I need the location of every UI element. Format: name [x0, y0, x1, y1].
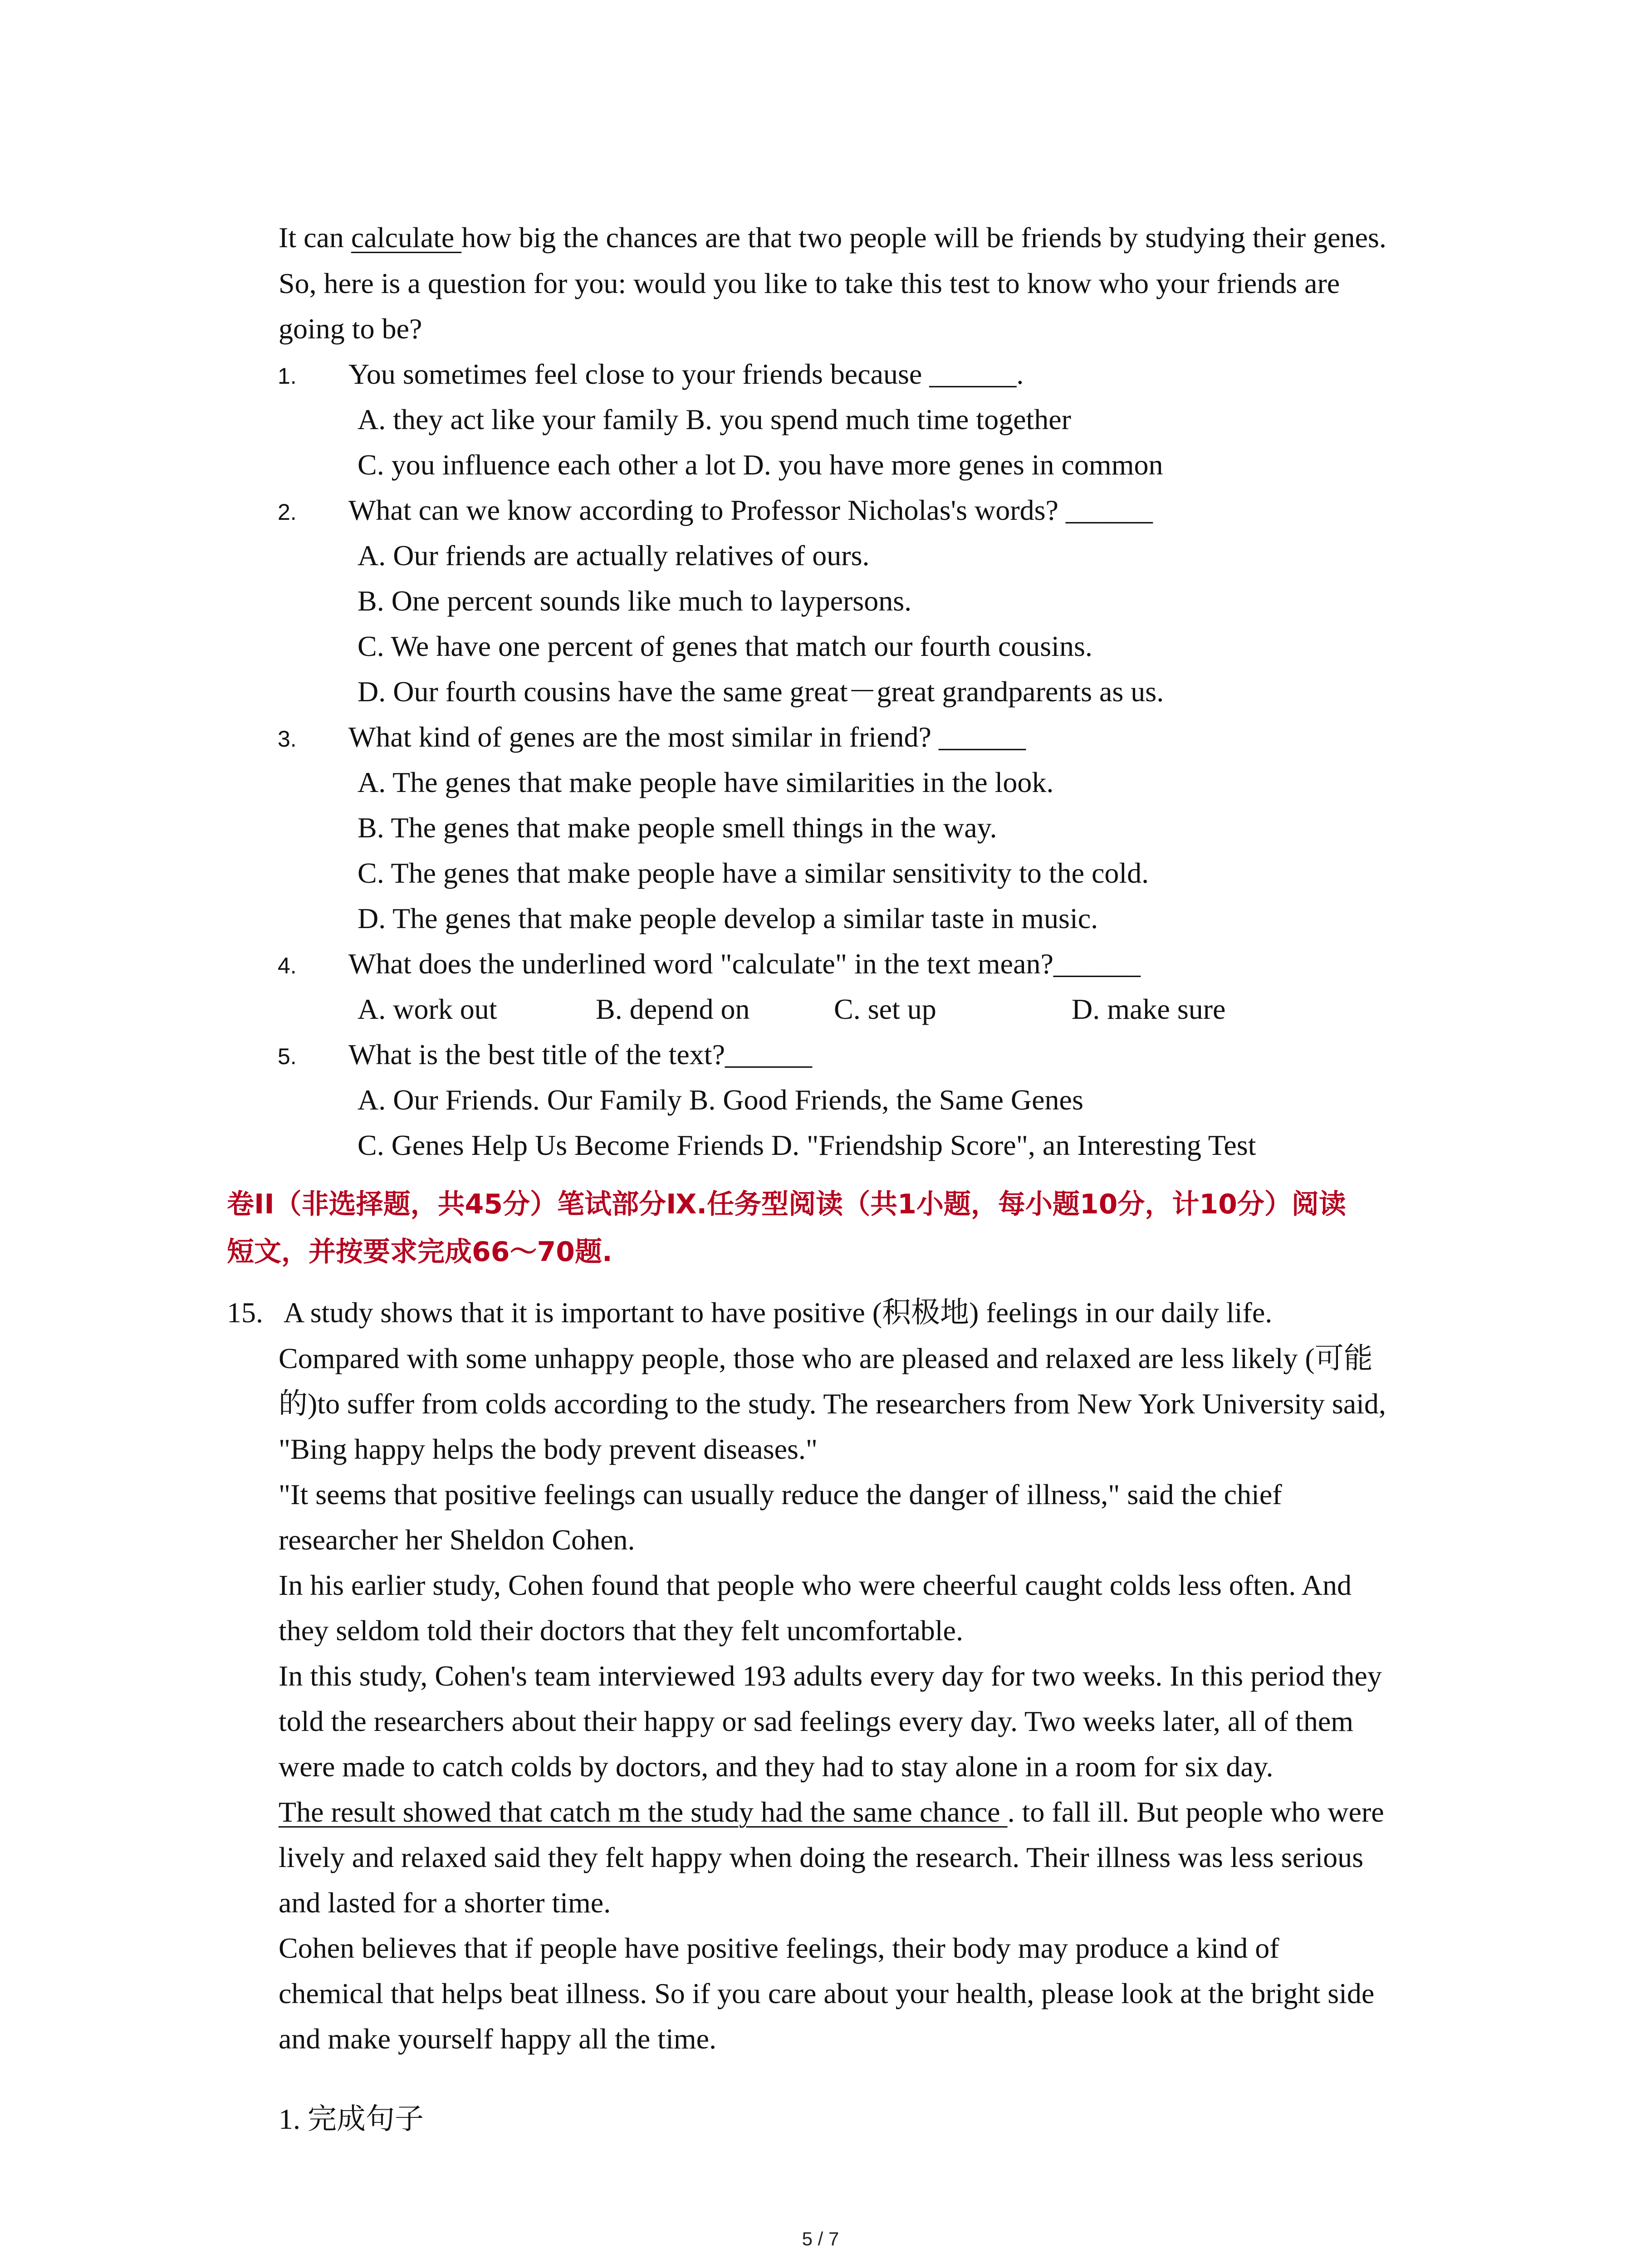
underlined-word-calculate: calculate	[351, 221, 462, 254]
section-heading-line-1: 卷II（非选择题，共45分）笔试部分Ⅸ.任务型阅读（共1小题，每小题10分，计10分）阅读	[227, 1188, 1346, 1220]
passage-line: A study shows that it is important to have positive (积极地) feelings in our daily life.	[284, 1296, 1273, 1329]
question-number: 2.	[278, 499, 297, 525]
passage-line: Cohen believes that if people have positive feelings, their body may produce a kind of	[279, 1932, 1279, 1964]
passage-line: "Bing happy helps the body prevent diseases."	[279, 1433, 818, 1465]
task-1-heading: 1. 完成句子	[279, 2103, 424, 2135]
passage-line: "It seems that positive feelings can usually reduce the danger of illness," said the chief	[279, 1478, 1282, 1510]
question-1-options-cd: C. you influence each other a lot D. you have more genes in common	[358, 449, 1163, 481]
page-number: 5 / 7	[802, 2228, 839, 2249]
passage-line: and lasted for a shorter time.	[279, 1887, 611, 1919]
question-number: 1.	[278, 363, 297, 389]
question-3-option-d: D. The genes that make people develop a similar taste in music.	[358, 902, 1098, 934]
question-5-text: What is the best title of the text?______	[348, 1038, 812, 1070]
passage-number: 15.	[227, 1296, 263, 1329]
question-4-option-a: A. work out	[358, 993, 497, 1025]
passage-line: In this study, Cohen's team interviewed 193 adults every day for two weeks. In this period they	[279, 1660, 1382, 1692]
passage-line: 的)to suffer from colds according to the study. The researchers from New York University said,	[279, 1388, 1386, 1420]
passage-line: chemical that helps beat illness. So if you care about your health, please look at the bright side	[279, 1977, 1375, 2009]
question-3-option-c: C. The genes that make people have a similar sensitivity to the cold.	[358, 857, 1149, 889]
intro-line-2: So, here is a question for you: would you like to take this test to know who your friends are	[279, 267, 1340, 299]
question-4-text: What does the underlined word "calculate" in the text mean?______	[348, 948, 1141, 980]
question-number: 3.	[278, 726, 297, 752]
question-2-option-a: A. Our friends are actually relatives of ours.	[358, 539, 870, 572]
passage-line: researcher her Sheldon Cohen.	[279, 1524, 635, 1556]
question-3-option-b: B. The genes that make people smell things in the way.	[358, 811, 997, 844]
question-number: 4.	[278, 953, 297, 978]
question-5-options-cd: C. Genes Help Us Become Friends D. "Friendship Score", an Interesting Test	[358, 1129, 1256, 1161]
question-2-option-c: C. We have one percent of genes that match our fourth cousins.	[358, 630, 1092, 662]
passage-line: were made to catch colds by doctors, and they had to stay alone in a room for six day.	[279, 1750, 1274, 1783]
passage-text: . to fall ill. But people who were	[1007, 1796, 1384, 1828]
question-2-text: What can we know according to Professor Nicholas's words? ______	[348, 494, 1153, 526]
question-number: 5.	[278, 1044, 297, 1069]
question-1-text: You sometimes feel close to your friends because ______.	[348, 358, 1024, 390]
section-heading-line-2: 短文，并按要求完成66～70题.	[227, 1236, 612, 1268]
question-4-option-d: D. make sure	[1072, 993, 1226, 1025]
intro-line-1	[279, 223, 1386, 252]
passage-line: lively and relaxed said they felt happy when doing the research. Their illness was less serious	[279, 1841, 1364, 1873]
passage-line-underlined	[279, 1798, 1384, 1827]
passage-line: Compared with some unhappy people, those who are pleased and relaxed are less likely (可能	[279, 1342, 1373, 1374]
passage-line: and make yourself happy all the time.	[279, 2023, 717, 2055]
underlined-sentence: The result showed that catch m the study had the same chance	[279, 1796, 1008, 1828]
question-4-option-c: C. set up	[834, 993, 936, 1025]
intro-text: how big the chances are that two people will be friends by studying their genes.	[461, 221, 1386, 254]
question-4-option-b: B. depend on	[596, 993, 750, 1025]
question-2-option-b: B. One percent sounds like much to laypersons.	[358, 585, 912, 617]
intro-line-3: going to be?	[279, 313, 422, 345]
question-3-option-a: A. The genes that make people have similarities in the look.	[358, 766, 1054, 798]
question-3-text: What kind of genes are the most similar in friend? ______	[348, 721, 1026, 753]
passage-line: In his earlier study, Cohen found that people who were cheerful caught colds less often. And	[279, 1569, 1352, 1601]
passage-line: told the researchers about their happy or sad feelings every day. Two weeks later, all of them	[279, 1705, 1353, 1737]
passage-line: they seldom told their doctors that they felt uncomfortable.	[279, 1614, 963, 1647]
question-2-option-d: D. Our fourth cousins have the same great－great grandparents as us.	[358, 675, 1164, 708]
intro-text: It can	[279, 221, 351, 254]
question-5-options-ab: A. Our Friends. Our Family B. Good Friends, the Same Genes	[358, 1084, 1083, 1116]
question-1-options-ab: A. they act like your family B. you spend much time together	[358, 403, 1071, 435]
